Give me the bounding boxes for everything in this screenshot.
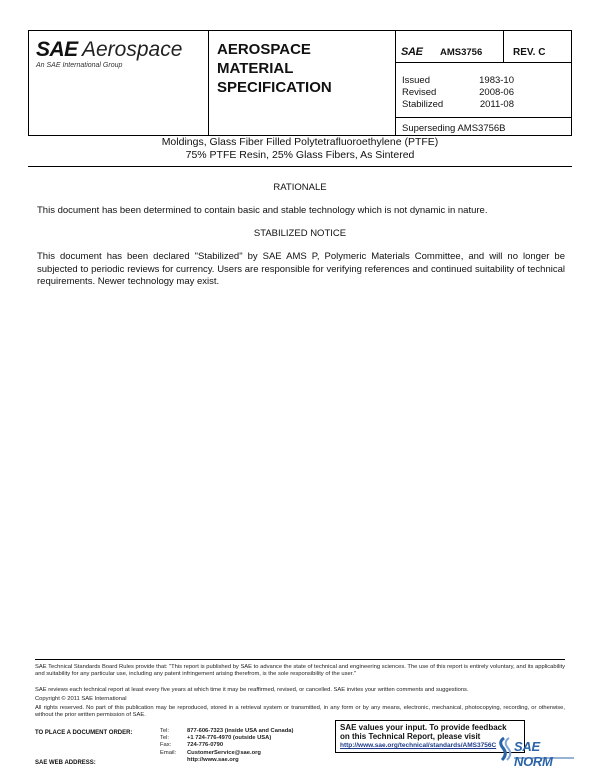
header-divider <box>395 31 396 135</box>
logo-subtitle: An SAE International Group <box>36 62 123 69</box>
date-row <box>402 75 514 87</box>
contact-value: 724-776-0790 <box>187 742 224 749</box>
contact-value: +1 724-776-4970 (outside USA) <box>187 735 272 742</box>
document-subject <box>28 136 572 162</box>
superseding-note: Superseding AMS3756B <box>402 123 506 134</box>
feedback-text: on this Technical Report, please visit <box>340 732 481 741</box>
contact-row <box>160 757 293 764</box>
stabilized-text: This document has been declared "Stabilized" by SAE AMS P, Polymeric Materials Committee, and will no longer be subjected to periodic reviews for currency. Users are responsible for verifying references and continued suitability of technical requirements. Newer technology may exist. <box>37 251 565 287</box>
document-number: AMS3756 <box>440 47 483 58</box>
contact-value: 877-606-7323 (inside USA and Canada) <box>187 728 294 734</box>
web-address-label: SAE WEB ADDRESS: <box>35 760 96 766</box>
header-divider <box>395 117 571 118</box>
stabilized-heading: STABILIZED NOTICE <box>253 228 347 239</box>
contact-email[interactable]: CustomerService@sae.org <box>187 749 261 756</box>
date-block <box>402 75 514 111</box>
document-type-title <box>217 40 383 97</box>
title-line: SPECIFICATION <box>217 79 332 96</box>
sae-website-link[interactable]: http://www.sae.org <box>187 756 239 763</box>
date-value: 2008-06 <box>479 87 514 98</box>
feedback-box <box>335 720 525 753</box>
copyright: Copyright © 2011 SAE International <box>35 696 127 702</box>
date-label: Revised <box>402 87 437 98</box>
subject-line: 75% PTFE Resin, 25% Glass Fibers, As Sintered <box>185 149 415 161</box>
aerospace-logo-text: Aerospace <box>82 38 183 61</box>
date-row <box>402 87 514 99</box>
contact-row: Fax: 724-776-0790 <box>160 742 224 749</box>
contact-row: Tel: +1 724-776-4970 (outside USA) <box>160 735 272 742</box>
watermark-text: SAE NORM <box>514 739 553 769</box>
order-label: TO PLACE A DOCUMENT ORDER: <box>35 730 133 736</box>
revision-label: REV. C <box>513 47 546 58</box>
date-label: Stabilized <box>402 99 444 110</box>
date-value: 1983-10 <box>479 75 514 86</box>
rationale-text: This document has been determined to contain basic and stable technology which is not dynamic in nature. <box>37 205 488 216</box>
rationale-heading: RATIONALE <box>273 182 327 193</box>
subject-line: Moldings, Glass Fiber Filled Polytetrafluoroethylene (PTFE) <box>161 136 439 148</box>
date-row <box>402 99 514 111</box>
title-line: AEROSPACE <box>217 41 311 58</box>
footer-review-text: SAE reviews each technical report at least every five years at which time it may be reaffirmed, revised, or cancelled. SAE invites your written comments and suggestions. <box>35 687 469 693</box>
title-line: MATERIAL <box>217 60 294 77</box>
date-value: 2011-08 <box>479 99 514 110</box>
sae-logo: SAE <box>36 38 78 61</box>
sae-norm-watermark <box>498 734 576 769</box>
subject-divider <box>28 166 572 167</box>
feedback-text: SAE values your input. To provide feedback <box>340 723 507 732</box>
header-divider <box>208 31 209 135</box>
header-divider <box>503 31 504 62</box>
footer-rights-text: All rights reserved. No part of this publication may be reproduced, stored in a retrieval system or transmitted, in any form or by any means, electronic, mechanical, photocopying, recording, or otherwise, without the prior written permission of SAE. <box>35 705 565 719</box>
date-label: Issued <box>402 75 430 86</box>
contact-row: Tel: 877-606-7323 (inside USA and Canada) <box>160 728 294 734</box>
footer-rules-text: SAE Technical Standards Board Rules provide that: "This report is published by SAE to advance the state of technical and engineering sciences. The use of this report is entirely voluntary, and its applicability and suitability for any particular use, including any patent infringement arising therefrom, is the sole responsibility of the user." <box>35 664 565 678</box>
header-divider <box>395 62 571 63</box>
contact-row: Email: CustomerService@sae.org <box>160 749 261 756</box>
footer-divider <box>35 659 565 660</box>
sae-mini-logo: SAE <box>401 46 423 58</box>
feedback-link[interactable]: http://www.sae.org/technical/standards/AMS3756C <box>340 742 497 749</box>
contact-block <box>160 728 293 764</box>
